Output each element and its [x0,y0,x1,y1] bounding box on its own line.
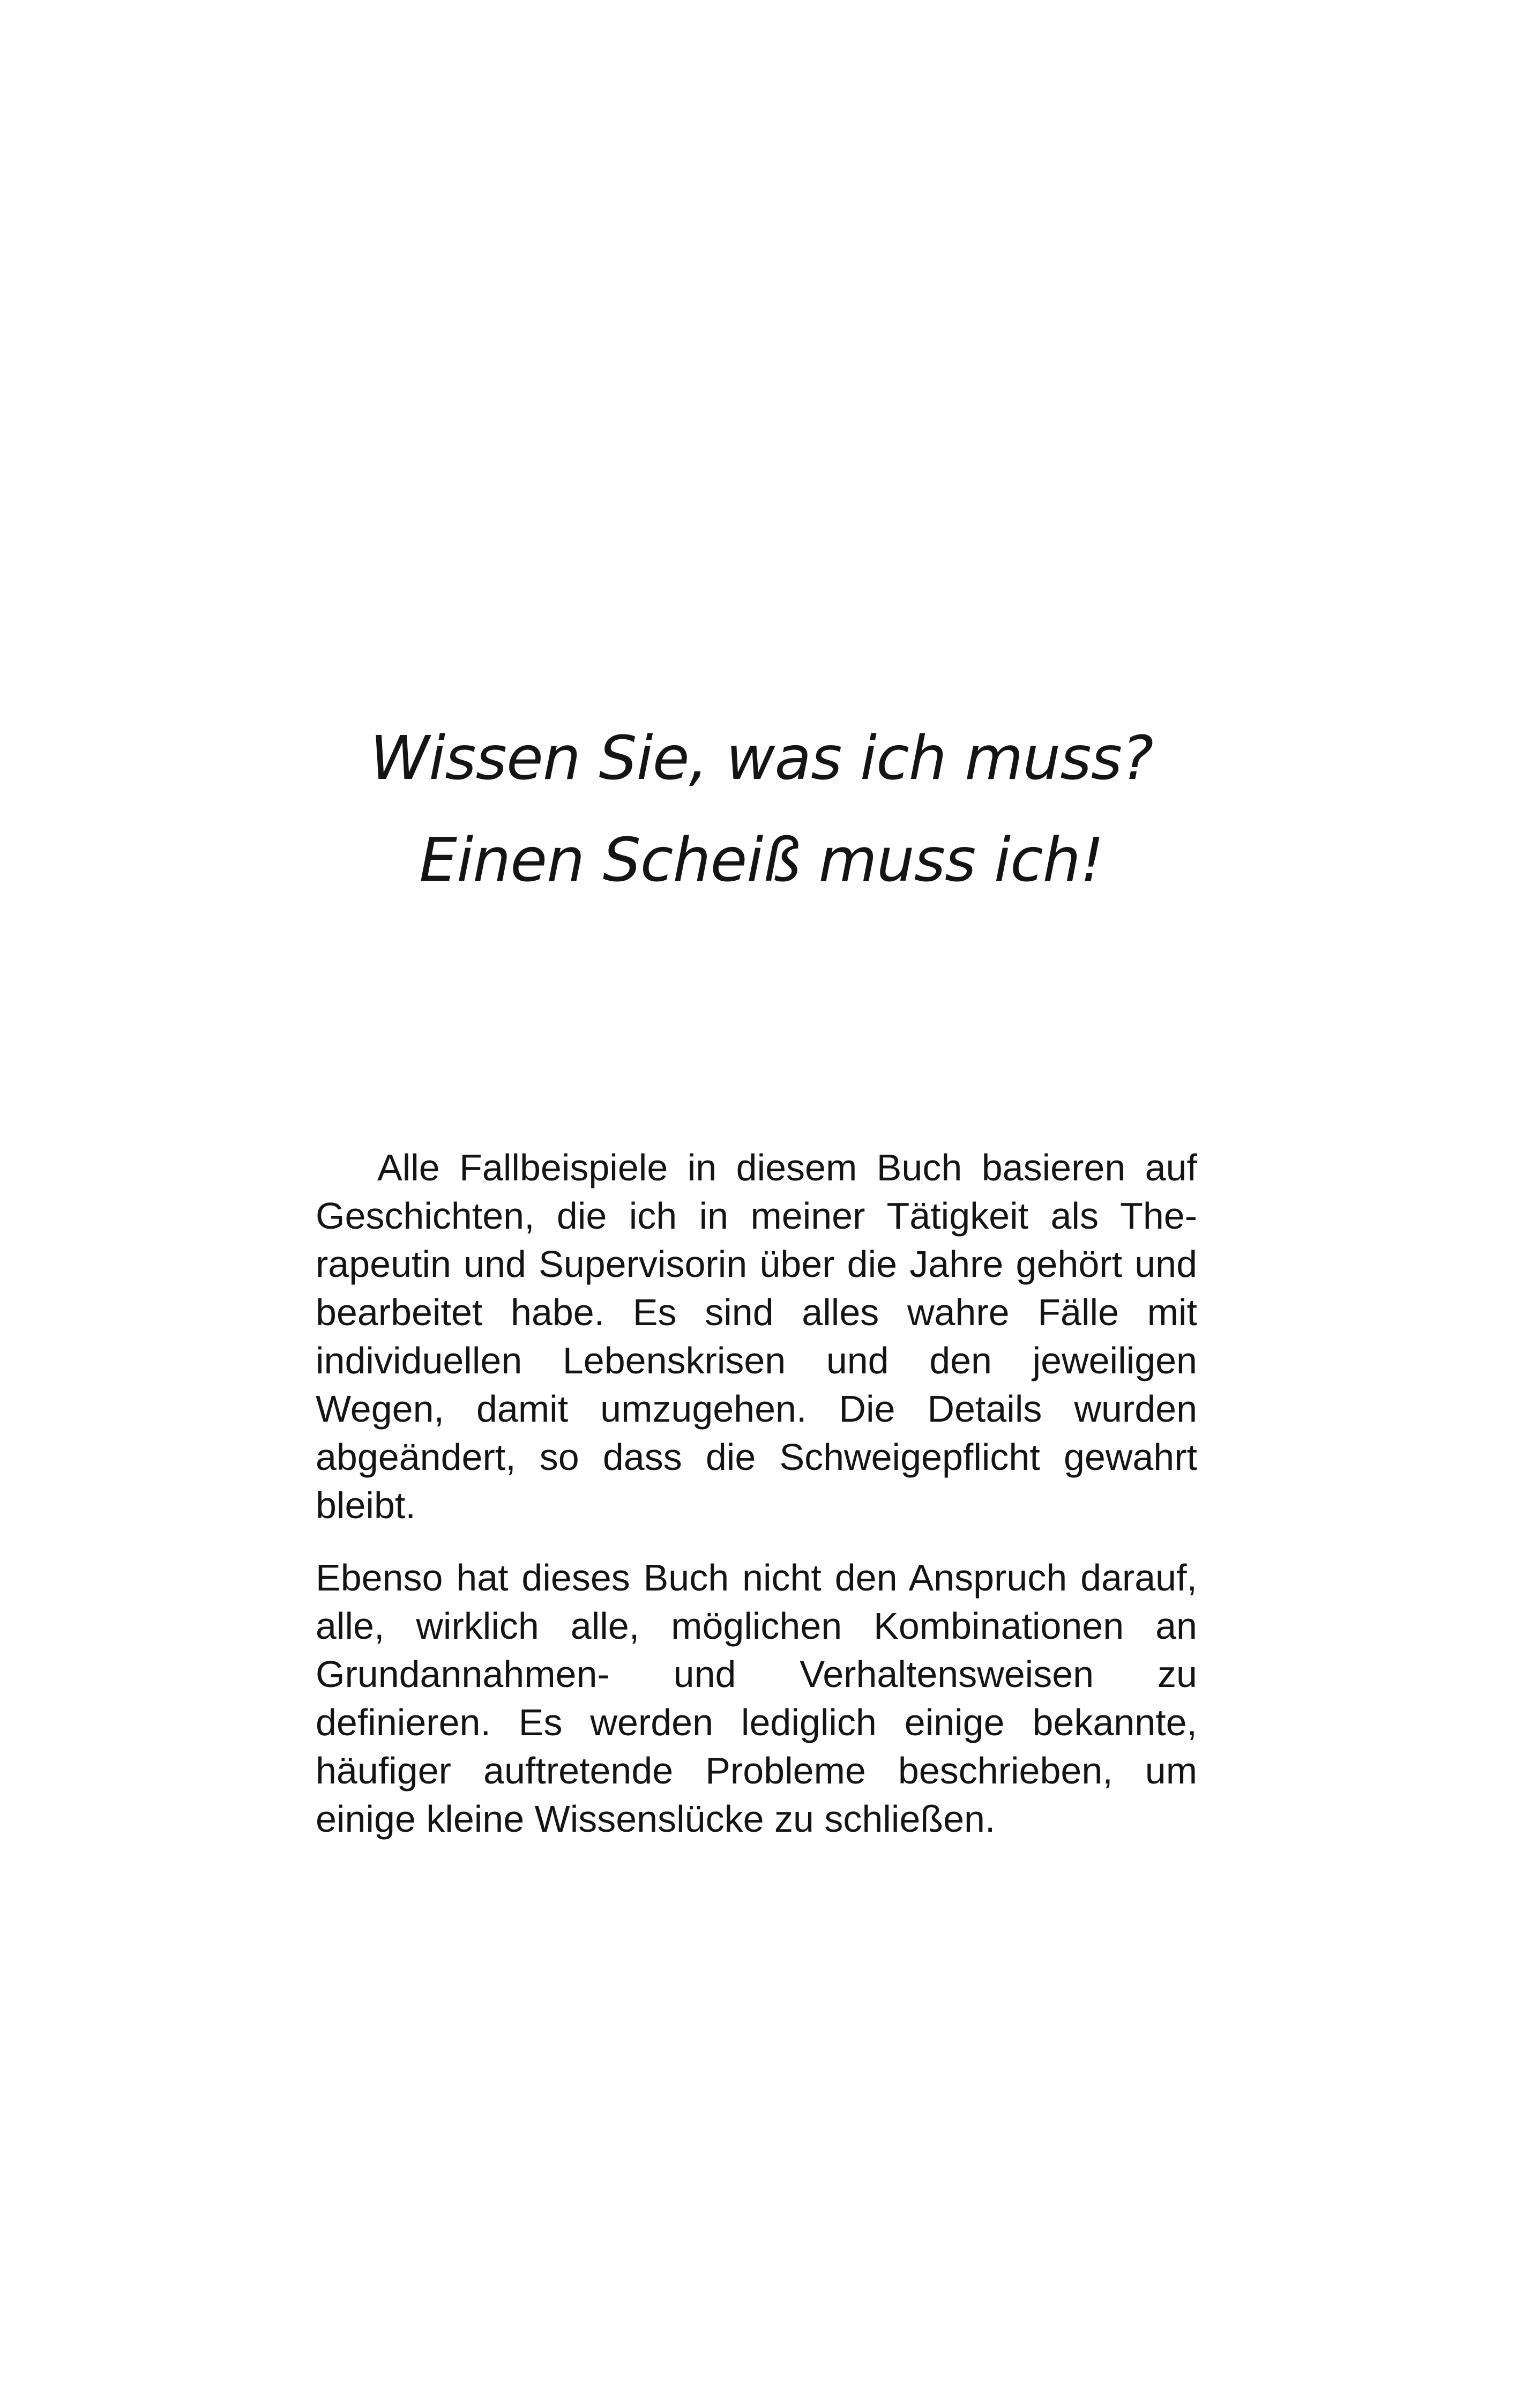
epigraph-line-2: Einen Scheiß muss ich! [419,826,1104,895]
paragraph-2: Ebenso hat dieses Buch nicht den Anspruch darauf, alle, wirklich alle, möglichen Kombinationen an Grundannahmen- und Verhaltensweisen zu definieren. Es werden lediglich einige bekannte, häufiger auftretende Probleme beschrieben, um einige kleine Wissenslücke zu schließen. [316,1557,1197,1840]
paragraph-1: Alle Fallbeispiele in diesem Buch basieren auf Geschichten, die ich in meiner Tätigkeit als Therapeutin und Supervisorin über die Jahre gehört und bearbeitet habe. Es sind alles wahre Fälle mit individuellen Lebenskrisen und den jeweiligen Wegen, damit umzugehen. Die Details wurden abgeändert, so dass die Schweigepflicht gewahrt bleibt. [316,1147,1197,1526]
epigraph-line-1: Wissen Sie, was ich muss? [370,724,1153,793]
epigraph [0,708,1523,911]
body-text [316,1143,1197,1843]
